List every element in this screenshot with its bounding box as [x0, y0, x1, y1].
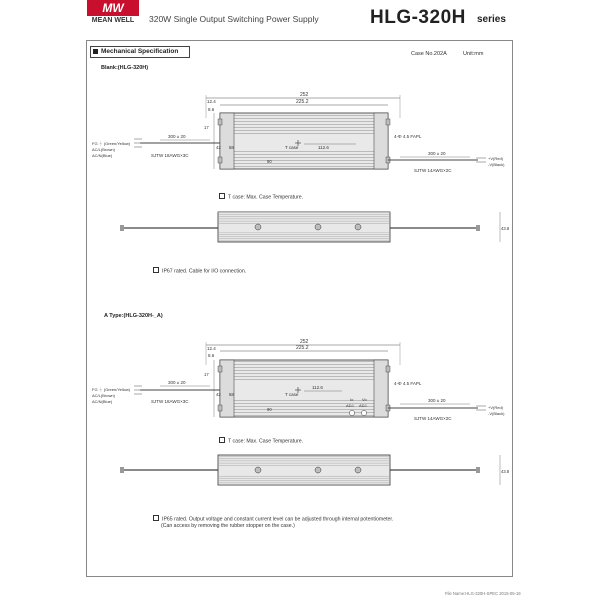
- pot-io-adj: ADJ.: [346, 403, 355, 408]
- wire-acl: AC/L(Brown): [92, 147, 115, 152]
- pot-vo-label: Vo: [362, 397, 367, 402]
- a-dim-tcase: 112.6: [312, 385, 323, 390]
- a-tcase-note: [219, 437, 303, 445]
- a-type-side-view: [120, 455, 510, 485]
- a-tcase-note-text: T case: Max. Case Temperature.: [228, 438, 304, 445]
- wire-fg: FG ⏚ (Green/Yellow): [92, 141, 131, 146]
- dim-tcase: 112.6: [318, 145, 329, 150]
- dim-d2: 8.6: [208, 107, 215, 112]
- blank-side-view: [120, 212, 510, 242]
- blank-ip-note-text: IP67 rated. Cable for I/O connection.: [162, 268, 247, 275]
- series-label: series: [477, 14, 506, 25]
- dim-lead-in: 300 ± 20: [168, 134, 186, 139]
- wire-pos: +V(Red): [488, 156, 504, 161]
- a-ip-note-2: (Can access by removing the rubber stopper on the case.): [161, 523, 295, 529]
- dim-overall: 252: [300, 92, 309, 98]
- tcase-label: T case: [285, 145, 299, 150]
- a-wire-acn: AC/N(Blue): [92, 399, 113, 404]
- dim-body: 225.2: [296, 99, 309, 105]
- wire-neg: -V(Black): [488, 162, 505, 167]
- a-ip-note-text: IP65 rated. Output voltage and constant current level can be adjusted through internal potentiometer.: [162, 516, 394, 523]
- a-dim-h2: 42: [216, 392, 221, 397]
- section-title: Mechanical Specification: [101, 48, 179, 55]
- dim-h4: 90: [267, 159, 272, 164]
- logo-text: MEAN WELL: [91, 17, 135, 24]
- a-cable-in-spec: SJTW 18AWG×3C: [151, 399, 189, 404]
- a-tcase-label: T case: [285, 392, 299, 397]
- blank-top-view: [92, 92, 505, 173]
- wire-acn: AC/N(Blue): [92, 153, 113, 158]
- a-dim-hole: 4-Φ 4.5 FAPL: [394, 381, 422, 386]
- a-wire-fg: FG ⏚ (Green/Yellow): [92, 387, 131, 392]
- a-dim-d2: 8.6: [208, 353, 215, 358]
- a-wire-pos: +V(Red): [488, 405, 504, 410]
- a-wire-neg: -V(Black): [488, 411, 505, 416]
- note-square-icon: [153, 515, 159, 521]
- blank-type-title: Blank:(HLG-320H): [101, 65, 149, 71]
- dim-d1: 12.4: [207, 99, 216, 104]
- dim-lead-out: 300 ± 20: [428, 151, 446, 156]
- note-square-icon: [219, 437, 225, 443]
- note-square-icon: [153, 267, 159, 273]
- pot-vo-adj: ADJ.: [359, 403, 368, 408]
- a-dim-h3: 58: [229, 392, 234, 397]
- a-dim-lead-out: 300 ± 20: [428, 398, 446, 403]
- a-ip-note: [153, 515, 393, 523]
- unit-label: Unit:mm: [463, 51, 484, 57]
- a-wire-acl: AC/L(Brown): [92, 393, 115, 398]
- logo-mark: MW: [87, 0, 139, 16]
- a-dim-h1: 17: [204, 372, 209, 377]
- blank-tcase-note: [219, 193, 303, 201]
- a-dim-h4: 90: [267, 407, 272, 412]
- dim-h1: 17: [204, 125, 209, 130]
- dim-hole: 4-Φ 4.5 FAPL: [394, 134, 422, 139]
- a-dim-d1: 12.4: [207, 346, 216, 351]
- a-dim-body: 225.2: [296, 345, 309, 351]
- note-square-icon: [219, 193, 225, 199]
- blank-ip-note: [153, 267, 246, 275]
- a-dim-side-h: 43.8: [501, 469, 510, 474]
- cable-out-spec: SJTW 14AWG×2C: [414, 168, 452, 173]
- product-subtitle: 320W Single Output Switching Power Supply: [149, 14, 319, 24]
- dim-side-h: 43.8: [501, 226, 510, 231]
- model-title: HLG-320H: [370, 7, 466, 28]
- blank-tcase-note-text: T case: Max. Case Temperature.: [228, 194, 304, 201]
- a-dim-overall: 252: [300, 339, 309, 345]
- pot-vo-stopper: [361, 410, 366, 415]
- a-cable-out-spec: SJTW 14AWG×2C: [414, 416, 452, 421]
- case-number: Case No.202A: [411, 51, 447, 57]
- a-type-title: A Type:(HLG-320H-_A): [104, 313, 163, 319]
- cable-in-spec: SJTW 18AWG×3C: [151, 153, 189, 158]
- dim-h3: 58: [229, 145, 234, 150]
- pot-io-stopper: [349, 410, 354, 415]
- pot-io-label: Io: [350, 397, 354, 402]
- a-dim-lead-in: 300 ± 20: [168, 380, 186, 385]
- file-name-footer: File Name:HLG-320H-SPEC 2015-05-19: [445, 591, 521, 596]
- dim-h2: 42: [216, 145, 221, 150]
- a-type-top-view: [92, 339, 505, 421]
